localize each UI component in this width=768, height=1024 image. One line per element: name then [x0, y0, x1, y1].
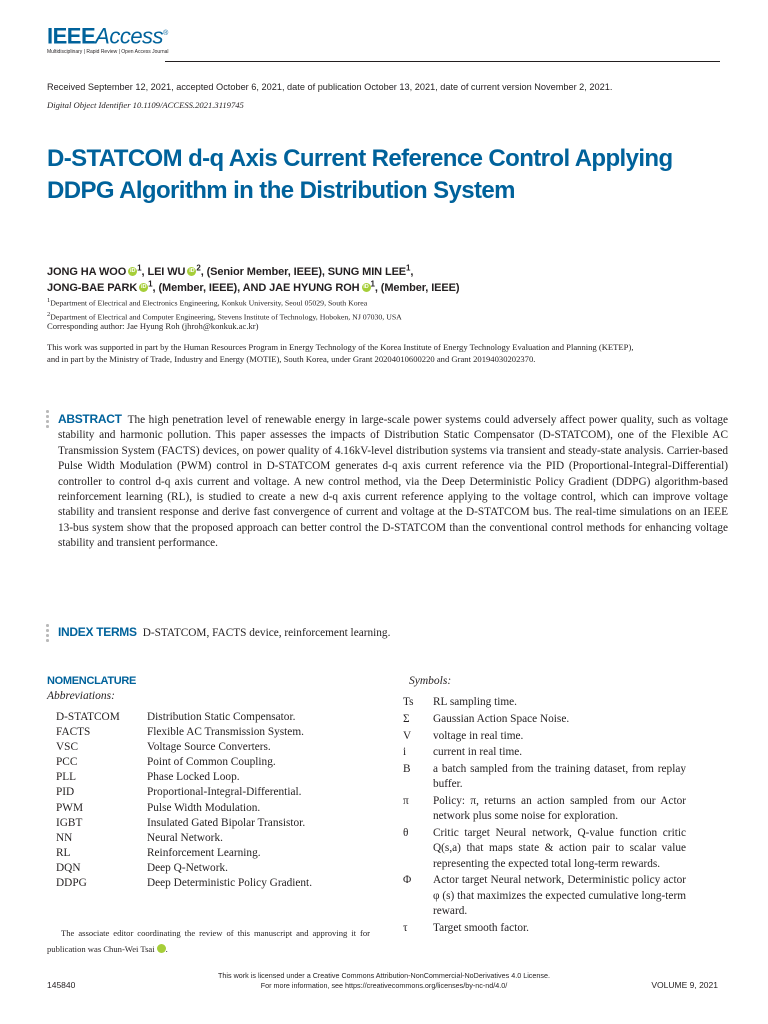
term-description: RL sampling time.: [433, 696, 517, 708]
term-key: PWM: [56, 801, 83, 814]
affiliations: [47, 295, 402, 322]
abbreviation-row: [56, 831, 312, 846]
term-key: NN: [56, 831, 73, 844]
editor-note-end: .: [165, 943, 168, 954]
term-key: PID: [56, 786, 75, 799]
abstract-dots-icon: [46, 410, 50, 430]
term-description: a batch sampled from the training dataset, from replay buffer.: [433, 763, 686, 791]
term-key: DDPG: [56, 877, 87, 890]
paper-title: D-STATCOM d-q Axis Current Reference Control Applying DDPG Algorithm in the Distribution System: [47, 145, 673, 204]
term-description: Gaussian Action Space Noise.: [433, 712, 570, 725]
logo-tagline: Multidisciplinary | Rapid Review | Open Access Journal: [47, 49, 169, 56]
term-description: Point of Common Coupling.: [147, 756, 276, 769]
author-name: JONG-BAE PARK: [47, 282, 138, 294]
term-key: V: [403, 729, 412, 742]
abbreviation-row: [56, 876, 312, 891]
nomenclature-heading: NOMENCLATURE: [47, 675, 137, 687]
author-separator: ,: [410, 266, 414, 278]
index-terms-text: D-STATCOM, FACTS device, reinforcement learning.: [142, 627, 391, 639]
index-terms-label: INDEX TERMS: [58, 625, 137, 639]
orcid-icon[interactable]: iD: [141, 284, 147, 290]
term-key: FACTS: [56, 726, 91, 739]
corresponding-author: Corresponding author: Jae Hyung Roh (jhroh@konkuk.ac.kr): [47, 321, 259, 331]
license-line: This work is licensed under a Creative Commons Attribution-NonCommercial-NoDerivatives 4.0 License.: [218, 971, 550, 980]
author-affiliation-number: 1: [370, 279, 375, 289]
page-number: 145840: [47, 980, 76, 990]
author-name: , LEI WU: [141, 266, 186, 278]
symbol-row: [403, 794, 686, 824]
abbreviation-row: [56, 740, 312, 755]
abbreviation-row: [56, 816, 312, 831]
symbol-row: [403, 873, 686, 919]
term-key: B: [403, 763, 411, 776]
term-description: Policy: π, returns an action sampled from our Actor network plus some noise for exploration.: [433, 795, 686, 823]
funding-statement: This work was supported in part by the Human Resources Program in Energy Technology of the Korea Institute of Energy Technology Evaluation and Planning (KETEP), and in part by the Ministry of Trade, Industry and Energy (MOTIE), South Korea, under Grant 20204010600220 and Grant 20194030202370.: [47, 342, 634, 364]
term-key: Σ: [403, 712, 410, 725]
term-key: DQN: [56, 861, 81, 874]
symbol-row: [403, 921, 686, 936]
abbreviation-row: [56, 755, 312, 770]
term-description: Pulse Width Modulation.: [147, 801, 261, 814]
term-key: IGBT: [56, 816, 83, 829]
term-description: Proportional-Integral-Differential.: [147, 786, 302, 799]
abstract-label: ABSTRACT: [58, 412, 122, 426]
abbreviation-row: [56, 846, 312, 861]
abbreviation-row: [56, 770, 312, 785]
author-affiliation-number: 1: [137, 263, 142, 273]
index-terms-dots-icon: [46, 624, 50, 644]
term-key: θ: [403, 827, 409, 840]
abstract-section: [58, 412, 728, 552]
abbreviation-row: [56, 785, 312, 800]
orcid-icon[interactable]: iD: [363, 284, 369, 290]
term-description: Actor target Neural network, Deterministic policy actor φ (s) that maximizes the expected cumulative long-term reward.: [433, 874, 686, 917]
symbol-row: [403, 695, 686, 710]
term-description: Insulated Gated Bipolar Transistor.: [147, 816, 306, 829]
term-key: Ts: [403, 696, 414, 708]
author-affiliation-number: 1: [148, 279, 153, 289]
author-name: JONG HA WOO: [47, 266, 127, 278]
logo-access-text: Access: [95, 23, 164, 49]
term-key: RL: [56, 846, 71, 859]
symbols-heading: Symbols:: [409, 675, 452, 687]
symbol-row: [403, 826, 686, 872]
symbol-row: [403, 762, 686, 792]
term-key: π: [403, 795, 409, 808]
abbreviation-row: [56, 710, 312, 725]
author-list: [47, 264, 707, 296]
author-affiliation-number: 2: [196, 263, 201, 273]
logo-trademark: ®: [163, 30, 168, 37]
volume-label: VOLUME 9, 2021: [651, 980, 718, 990]
orcid-icon[interactable]: iD: [157, 944, 166, 953]
abbreviation-list: [56, 710, 312, 891]
doi-line: Digital Object Identifier 10.1109/ACCESS.2021.3119745: [47, 100, 244, 110]
term-key: PLL: [56, 771, 77, 784]
symbol-row: [403, 745, 686, 760]
term-key: VSC: [56, 741, 78, 754]
term-description: Deep Q-Network.: [147, 861, 228, 874]
term-description: current in real time.: [433, 746, 523, 759]
term-description: voltage in real time.: [433, 729, 524, 742]
affiliation-item: $^2$Department of Electrical and Computer Engineering, Stevens Institute of Technology, Hoboken, NJ 07030, USA: [47, 310, 402, 322]
license-link[interactable]: For more information, see https://creativecommons.org/licenses/by-nc-nd/4.0/: [260, 980, 508, 990]
journal-logo: [47, 22, 169, 55]
affiliation-item: $^1$Department of Electrical and Electronics Engineering, Konkuk University, Seoul 05029, South Korea: [47, 297, 368, 308]
orcid-icon[interactable]: iD: [130, 268, 136, 274]
symbol-row: [403, 712, 686, 727]
author-membership: , (Member, IEEE): [374, 282, 460, 294]
term-description: Critic target Neural network, Q-value function critic Q(s,a) that maps state & action pair to scalar value representing the expected total long-term rewards.: [433, 827, 686, 870]
term-description: Voltage Source Converters.: [147, 741, 271, 754]
editor-note: [47, 926, 370, 957]
term-key: D-STATCOM: [56, 711, 120, 723]
author-affiliation-number: 1: [406, 263, 411, 273]
term-description: Distribution Static Compensator.: [147, 711, 296, 723]
orcid-icon[interactable]: iD: [189, 268, 195, 274]
abbreviation-row: [56, 861, 312, 876]
index-terms-section: [58, 625, 390, 639]
header-rule: [165, 61, 720, 62]
term-description: Reinforcement Learning.: [147, 846, 261, 859]
term-key: τ: [403, 921, 408, 934]
received-dates: Received September 12, 2021, accepted October 6, 2021, date of publication October 13, 2021, date of current version November 2, 2021.: [47, 82, 613, 92]
term-description: Deep Deterministic Policy Gradient.: [147, 877, 313, 890]
term-key: PCC: [56, 756, 78, 769]
abbreviations-heading: Abbreviations:: [47, 690, 115, 702]
term-description: Flexible AC Transmission System.: [147, 726, 304, 739]
abbreviation-row: [56, 801, 312, 816]
author-membership: , (Member, IEEE), AND JAE HYUNG ROH: [152, 282, 360, 294]
term-key: Φ: [403, 874, 412, 887]
term-description: Neural Network.: [147, 831, 223, 844]
symbol-row: [403, 729, 686, 744]
term-description: Phase Locked Loop.: [147, 771, 240, 784]
logo-ieee-text: IEEE: [47, 23, 96, 49]
author-membership: , (Senior Member, IEEE), SUNG MIN LEE: [200, 266, 407, 278]
abstract-text: The high penetration level of renewable energy in large-scale power systems could adversely affect power quality, such as voltage stability and harmonic pollution. This paper assesses the impacts of Distribution Static Compensator (D-STATCOM), one of the Flexible AC Transmission System (FACTS) devices, on power quality of 4.16kV-level distribution systems via transient and steady-state analysis. Carrier-based Pulse Width Modulation (PWM) control in D-STATCOM generates d-q axis current reference via the PID (Proportional-Integral-Differential) controller to control d-q axis current and voltage. A new control method, via the Deep Deterministic Policy Gradient (DDPG) algorithm-based reinforcement learning (RL), is studied to create a new d-q axis current reference applying to the voltage control, which can improve voltage stability and transient response and derive fast convergence of current and voltage at the D-STATCOM bus. The real-time simulations on an IEEE 13-bus system show that the proposed approach can better control the D-STATCOM than the conventional control methods for enhancing voltage stability and transient performance.: [58, 414, 728, 550]
symbol-list: [403, 695, 686, 937]
term-description: Target smooth factor.: [433, 921, 529, 934]
abbreviation-row: [56, 725, 312, 740]
editor-note-text: The associate editor coordinating the review of this manuscript and approving it for publication was Chun-Wei Tsai: [47, 928, 370, 954]
term-key: i: [403, 746, 407, 759]
